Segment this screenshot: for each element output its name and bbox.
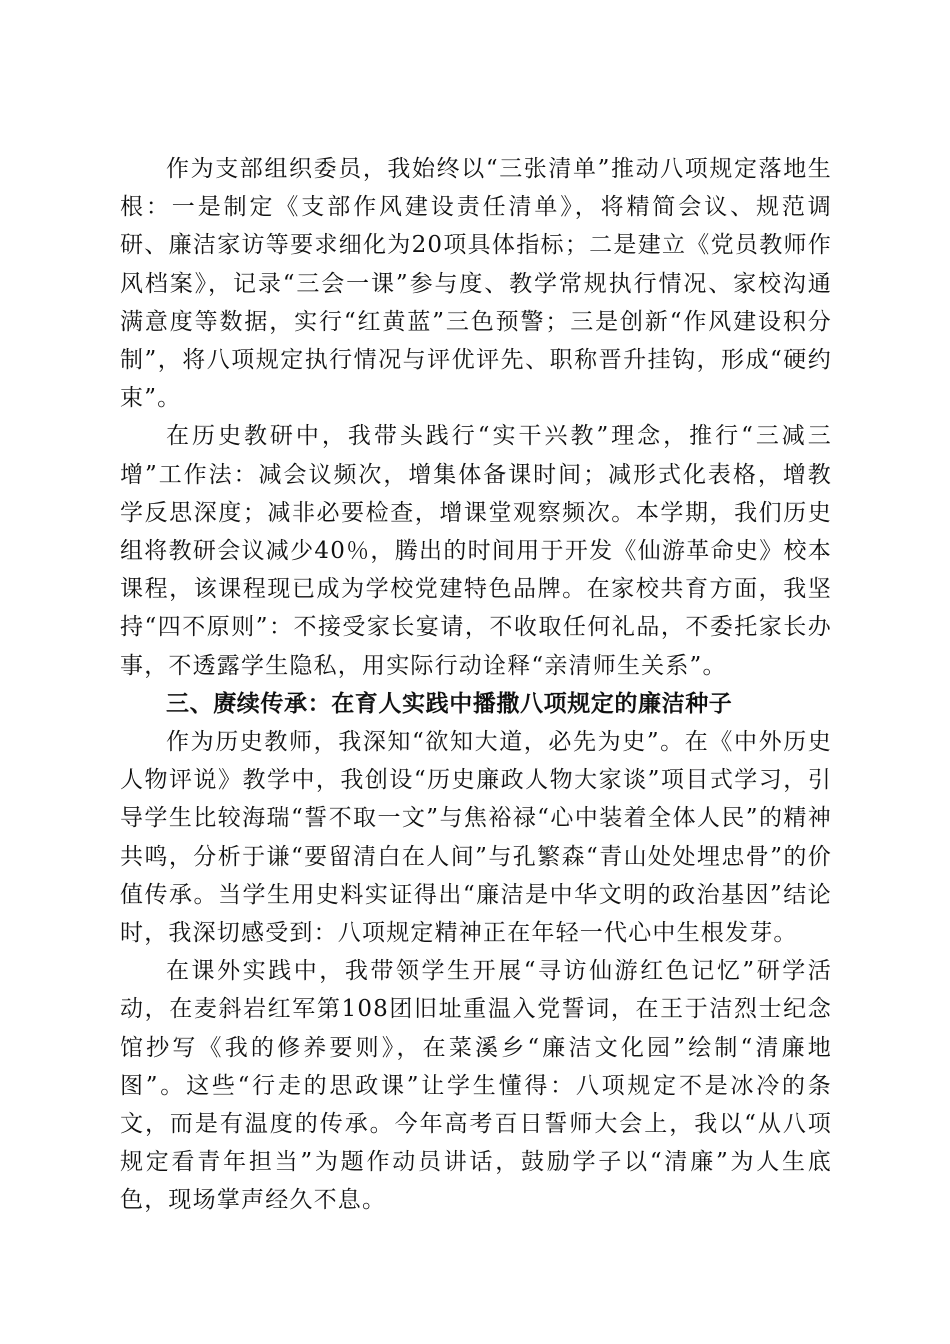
- paragraph-party-checklists: 作为支部组织委员，我始终以“三张清单”推动八项规定落地生根：一是制定《支部作风建设责任清单》，将精简会议、规范调研、廉洁家访等要求细化为20项具体指标；二是建立《党员教师作风档案》，记录“三会一课”参与度、教学常规执行情况、家校沟通满意度等数据，实行“红黄蓝”三色预警；三是创新“作风建设积分制”，将八项规定执行情况与评优评先、职称晋升挂钩，形成“硬约束”。: [120, 156, 832, 412]
- paragraph-history-teaching: 作为历史教师，我深知“欲知大道，必先为史”。在《中外历史人物评说》教学中，我创设“历史廉政人物大家谈”项目式学习，引导学生比较海瑞“誓不取一文”与焦裕禄“心中装着全体人民”的精神共鸣，分析于谦“要留清白在人间”与孔繁森“青山处处埋忠骨”的价值传承。当学生用史料实证得出“廉洁是中华文明的政治基因”结论时，我深切感受到：八项规定精神正在年轻一代心中生根发芽。: [120, 729, 832, 947]
- paragraph-history-research: 在历史教研中，我带头践行“实干兴教”理念，推行“三减三增”工作法：减会议频次，增集体备课时间；减形式化表格，增教学反思深度；减非必要检查，增课堂观察频次。本学期，我们历史组将教研会议减少40％，腾出的时间用于开发《仙游革命史》校本课程，该课程现已成为学校党建特色品牌。在家校共育方面，我坚持“四不原则”：不接受家长宴请，不收取任何礼品，不委托家长办事，不透露学生隐私，用实际行动诠释“亲清师生关系”。: [120, 423, 832, 679]
- document-body: [120, 150, 832, 1220]
- section-heading: 三、赓续传承：在育人实践中播撒八项规定的廉洁种子: [166, 690, 733, 717]
- paragraph-field-practice: 在课外实践中，我带领学生开展“寻访仙游红色记忆”研学活动，在麦斜岩红军第108团旧址重温入党誓词，在王于洁烈士纪念馆抄写《我的修养要则》，在菜溪乡“廉洁文化园”绘制“清廉地图”。这些“行走的思政课”让学生懂得：八项规定不是冰冷的条文，而是有温度的传承。今年高考百日誓师大会上，我以“从八项规定看青年担当”为题作动员讲话，鼓励学子以“清廉”为人生底色，现场掌声经久不息。: [120, 958, 832, 1214]
